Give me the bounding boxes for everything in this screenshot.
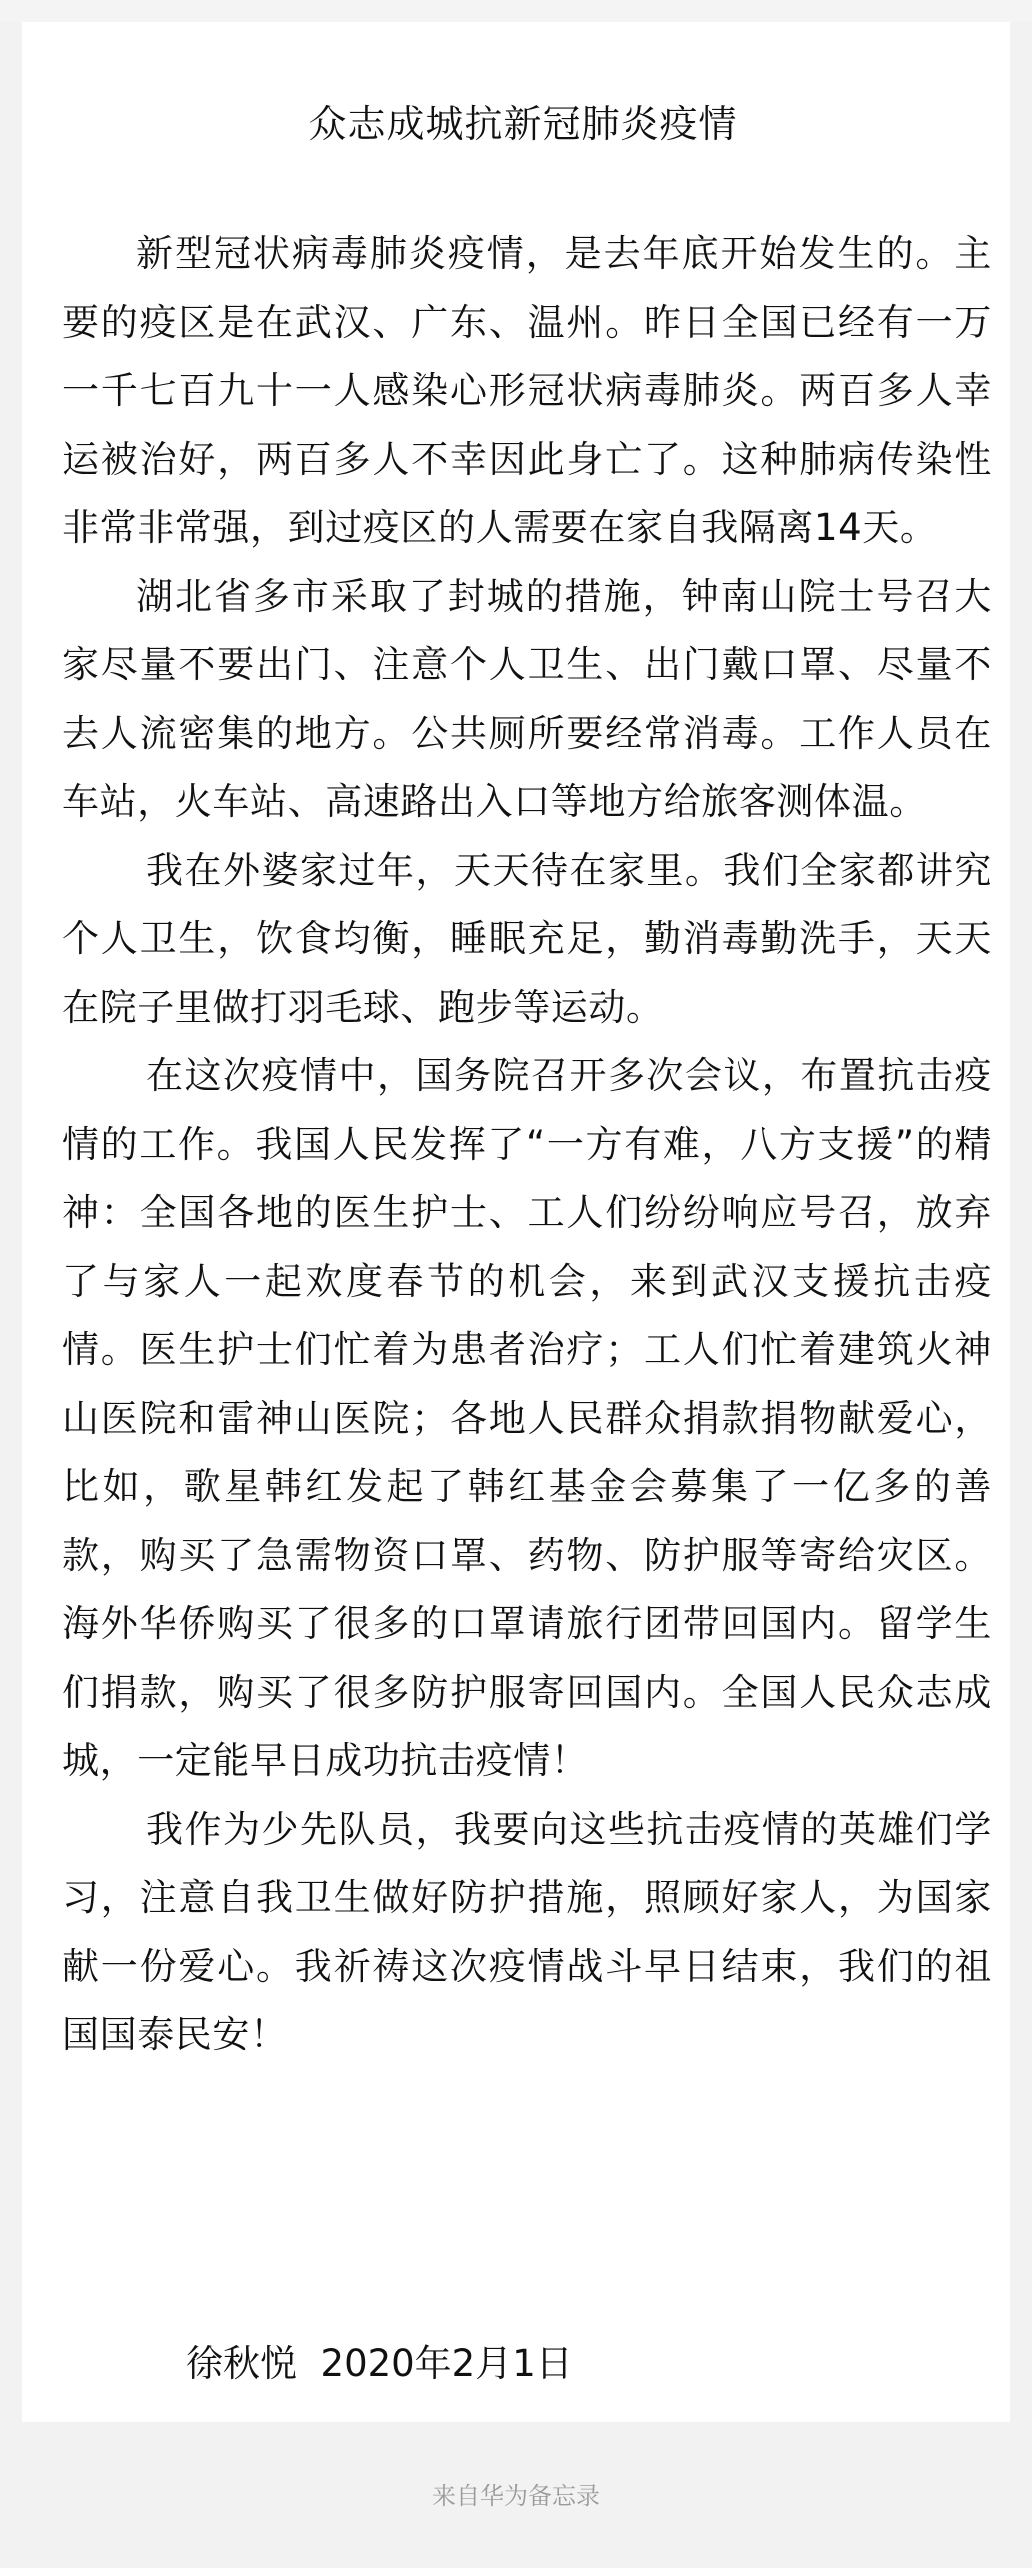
signature-line: 徐秋悦 2020年2月1日 (186, 2342, 573, 2385)
paragraph-5: 我作为少先队员，我要向这些抗击疫情的英雄们学习，注意自我卫生做好防护措施，照顾好家人，为国家献一份爱心。我祈祷这次疫情战斗早日结束，我们的祖国国泰民安！ (62, 1807, 992, 2056)
paragraph-1: 新型冠状病毒肺炎疫情，是去年底开始发生的。主要的疫区是在武汉、广东、温州。昨日全国已经有一万一千七百九十一人感染心形冠状病毒肺炎。两百多人幸运被治好，两百多人不幸因此身亡了。这种肺病传染性非常非常强，到过疫区的人需要在家自我隔离14天。 (62, 232, 992, 549)
paragraph-4: 在这次疫情中，国务院召开多次会议，布置抗击疫情的工作。我国人民发挥了“一方有难，八方支援”的精神：全国各地的医生护士、工人们纷纷响应号召，放弃了与家人一起欢度春节的机会，来到武汉支援抗击疫情。医生护士们忙着为患者治疗；工人们忙着建筑火神山医院和雷神山医院；各地人民群众捐款捐物献爱心，比如，歌星韩红发起了韩红基金会募集了一亿多的善款，购买了急需物资口罩、药物、防护服等寄给灾区。海外华侨购买了很多的口罩请旅行团带回国内。留学生们捐款，购买了很多防护服寄回国内。全国人民众志成城，一定能早日成功抗击疫情！ (62, 1054, 992, 1782)
source-footer: 来自华为备忘录 (432, 2482, 600, 2510)
top-strip (0, 0, 1032, 22)
document-title: 众志成城抗新冠肺炎疫情 (308, 102, 738, 146)
paragraph-3: 我在外婆家过年，天天待在家里。我们全家都讲究个人卫生，饮食均衡，睡眠充足，勤消毒勤洗手，天天在院子里做打羽毛球、跑步等运动。 (62, 848, 992, 1029)
document-body (62, 220, 992, 2070)
paragraph-2: 湖北省多市采取了封城的措施，钟南山院士号召大家尽量不要出门、注意个人卫生、出门戴口罩、尽量不去人流密集的地方。公共厕所要经常消毒。工作人员在车站，火车站、高速路出入口等地方给旅客测体温。 (62, 574, 992, 823)
memo-card (22, 22, 1010, 2422)
